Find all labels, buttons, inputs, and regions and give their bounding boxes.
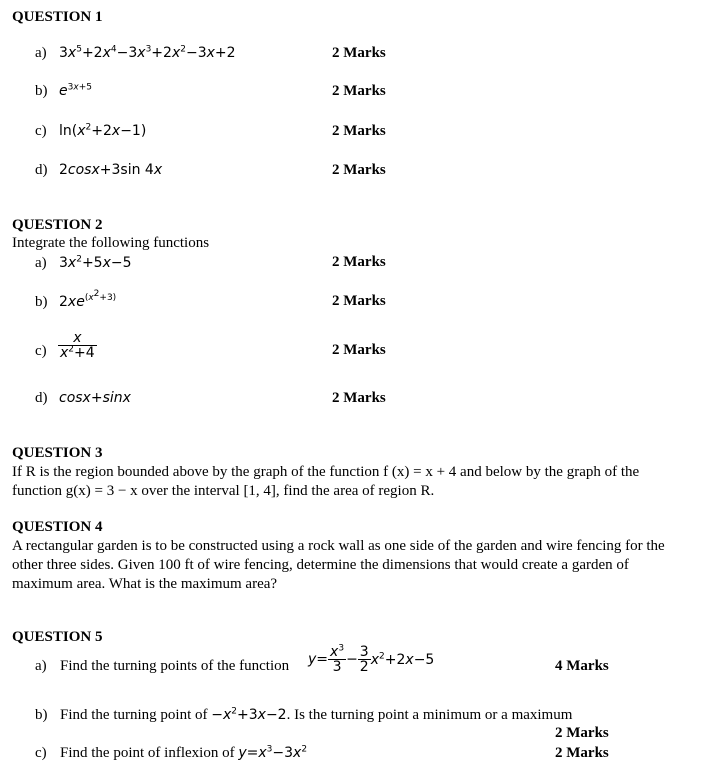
q1-d-expression: 2cosx+3sin 4x (59, 162, 163, 178)
q5-c-label: c) (35, 745, 47, 761)
q1-heading: QUESTION 1 (12, 9, 103, 25)
q2-d-expression: cosx+sinx (59, 390, 131, 406)
q2-a-expression: $3x^2+5x-5$ (59, 254, 132, 271)
q1-d-label: d) (35, 162, 48, 178)
q1-a-expression: $3x^5+2x^4-3x^3+2x^2-3x+2$ (59, 44, 236, 61)
q2-c-label: c) (35, 343, 47, 359)
q2-b-label: b) (35, 294, 48, 310)
q2-c-expression: $\frac{x}{x^2+4}$ (60, 330, 95, 361)
q5-b-text-after: . Is the turning point a minimum or a maximum (286, 707, 573, 723)
q2-d-label: d) (35, 390, 48, 406)
q2-c-marks: 2 Marks (332, 342, 386, 358)
q1-b-marks: 2 Marks (332, 83, 386, 99)
q2-b-marks: 2 Marks (332, 293, 386, 309)
q2-b-expression: $2xe^{(x^2+3)}$ (59, 289, 117, 310)
q5-c-text: Find the point of inflexion of (60, 745, 235, 761)
q4-heading: QUESTION 4 (12, 519, 103, 535)
q5-b-marks: 2 Marks (555, 725, 609, 741)
q1-c-label: c) (35, 123, 47, 139)
q1-a-marks: 2 Marks (332, 45, 386, 61)
q5-b-label: b) (35, 707, 48, 723)
q4-text: A rectangular garden is to be constructed using a rock wall as one side of the garden and wire fencing for the other three sides. Given 100 ft of wire fencing, determine the dimensions that would create a garden of maximum area. What is the maximum area? (12, 538, 665, 592)
q3-heading: QUESTION 3 (12, 445, 103, 461)
q5-b-text-before: Find the turning point of (60, 707, 208, 723)
q5-c-line (60, 744, 307, 762)
q1-c-marks: 2 Marks (332, 123, 386, 139)
q2-a-label: a) (35, 255, 47, 271)
q5-a-text: Find the turning points of the function (60, 658, 290, 674)
q5-b-line (60, 706, 572, 724)
q2-instruction: Integrate the following functions (12, 235, 210, 251)
q1-a-label: a) (35, 45, 47, 61)
q2-a-marks: 2 Marks (332, 254, 386, 270)
q2-d-marks: 2 Marks (332, 390, 386, 406)
q5-a-label: a) (35, 658, 47, 674)
q5-c-expression: $y=x^3-3x^2$ (238, 744, 308, 761)
q1-d-marks: 2 Marks (332, 162, 386, 178)
q5-a-expression: y= $\frac{x^3}{3}$ − $\frac{3}{2}$ $x^2+2x-5$ (308, 643, 435, 675)
q5-a-marks: 4 Marks (555, 658, 609, 674)
q1-c-expression: $\ln(x^2+2x-1)$ (59, 122, 147, 139)
q1-b-expression: $e^{3x+5}$ (59, 82, 92, 99)
q5-heading: QUESTION 5 (12, 629, 103, 645)
q2-heading: QUESTION 2 (12, 217, 103, 233)
q5-b-expression: $-x^2+3x-2$ (211, 706, 287, 723)
q5-c-marks: 2 Marks (555, 745, 609, 761)
q1-b-label: b) (35, 83, 48, 99)
q3-text: If R is the region bounded above by the graph of the function f (x) = x + 4 and below by the graph of the function g(x) = 3 − x over the interval [1, 4], find the area of region R. (12, 464, 640, 499)
